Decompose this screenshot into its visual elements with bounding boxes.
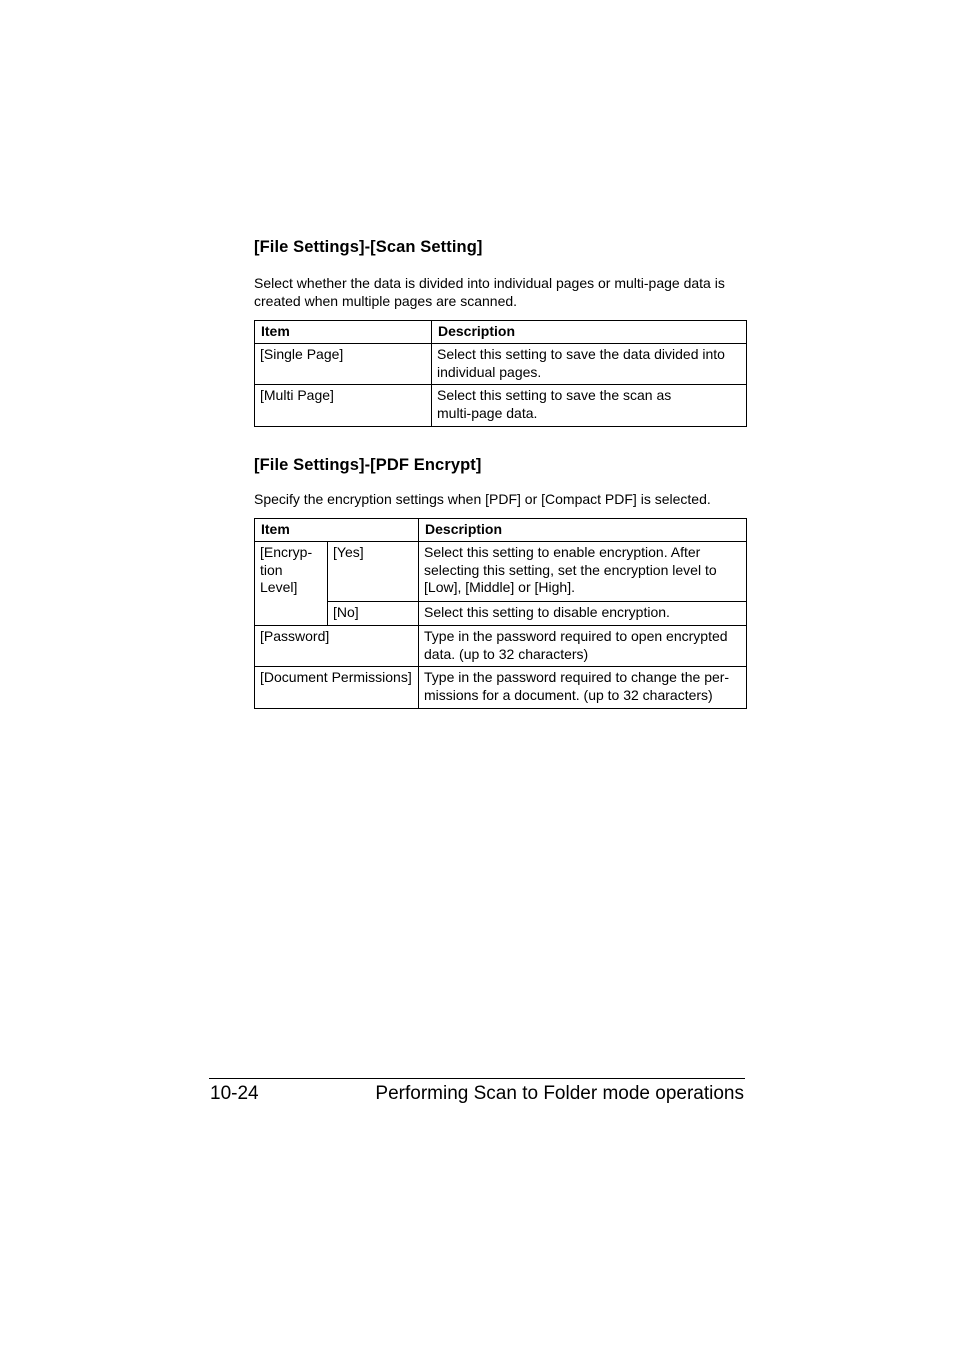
table-cell-item: [Single Page]	[255, 344, 432, 385]
column-header-description: Description	[419, 519, 747, 542]
pdf-encrypt-table	[254, 518, 747, 709]
description-line: missions for a document. (up to 32 characters)	[424, 686, 713, 703]
item-line: tion Level]	[260, 561, 298, 595]
table-cell-description: Select this setting to save the data divided into individual pages.	[432, 344, 747, 385]
description-line: multi-page data.	[437, 404, 538, 421]
page-number: 10-24	[210, 1083, 259, 1104]
table-header-row	[255, 321, 747, 344]
scan-setting-intro: Select whether the data is divided into individual pages or multi-page data is created when multiple pages are scanned.	[254, 275, 725, 309]
footer-title: Performing Scan to Folder mode operations	[375, 1083, 744, 1104]
table-cell-description: Select this setting to disable encryption.	[419, 602, 747, 626]
table-cell-item	[255, 542, 328, 626]
table-cell-description: Type in the password required to open encrypted data. (up to 32 characters)	[419, 626, 747, 667]
scan-setting-table	[254, 320, 747, 427]
pdf-encrypt-heading: [File Settings]-[PDF Encrypt]	[254, 456, 482, 474]
pdf-encrypt-intro: Specify the encryption settings when [PDF] or [Compact PDF] is selected.	[254, 491, 711, 507]
description-line: Type in the password required to change the per-	[424, 669, 730, 685]
item-line: [Encryp-	[260, 544, 313, 560]
column-header-item: Item	[255, 519, 419, 542]
column-header-item: Item	[255, 321, 432, 344]
table-row	[255, 542, 747, 602]
table-cell-description	[419, 667, 747, 709]
table-row	[255, 602, 747, 626]
table-cell-sub-item: [No]	[328, 602, 419, 626]
table-row	[255, 344, 747, 385]
footer-divider	[209, 1078, 745, 1079]
table-row	[255, 667, 747, 709]
column-header-description: Description	[432, 321, 747, 344]
table-row	[255, 385, 747, 427]
table-row	[255, 626, 747, 667]
description-line: Select this setting to save the scan as	[437, 387, 672, 403]
table-cell-item: [Password]	[255, 626, 419, 667]
table-header-row	[255, 519, 747, 542]
table-cell-sub-item: [Yes]	[328, 542, 419, 602]
table-cell-description	[432, 385, 747, 427]
scan-setting-heading: [File Settings]-[Scan Setting]	[254, 238, 483, 256]
table-cell-item: [Multi Page]	[255, 385, 432, 427]
table-cell-description: Select this setting to enable encryption. After selecting this setting, set the encryption level to [Low], [Middle] or [High].	[419, 542, 747, 602]
table-cell-item: [Document Permissions]	[255, 667, 419, 709]
